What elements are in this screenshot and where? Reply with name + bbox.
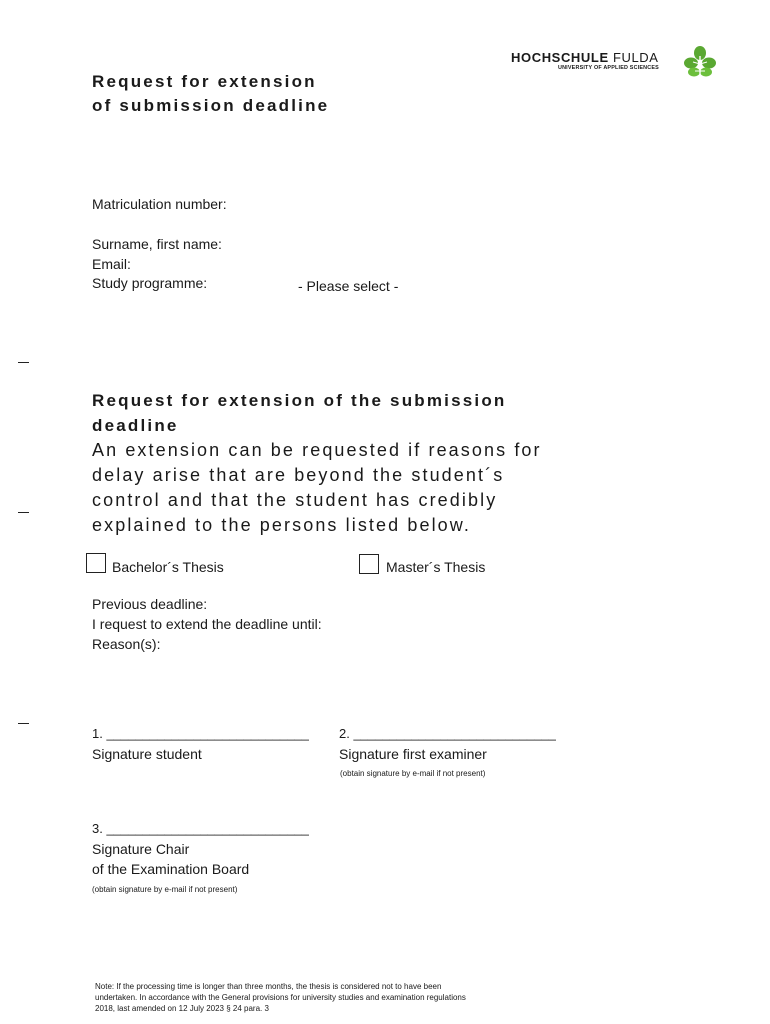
punch-mark	[18, 512, 29, 513]
footer-note-line3: 2018, last amended on 12 July 2023 § 24 para. 3	[95, 1004, 269, 1013]
request-text-line2: delay arise that are beyond the student´s	[92, 465, 505, 485]
email-label: Email:	[92, 256, 131, 272]
reasons-label: Reason(s):	[92, 636, 161, 652]
page-title-line2: of submission deadline	[92, 96, 330, 115]
request-text-line1: An extension can be requested if reasons for	[92, 440, 542, 460]
request-text-line4: explained to the persons listed below.	[92, 515, 471, 535]
signature-line-student: 1. ____________________________	[92, 726, 309, 741]
logo-name-bold: HOCHSCHULE	[511, 50, 609, 65]
signature-chair-label-line1: Signature Chair	[92, 841, 190, 857]
signature-chair-note: (obtain signature by e-mail if not present)	[92, 885, 238, 894]
programme-label: Study programme:	[92, 275, 208, 291]
logo-name	[511, 50, 659, 66]
signature-chair-label-line2: of the Examination Board	[92, 861, 250, 877]
fold-mark-top	[18, 362, 29, 363]
logo-subtitle: UNIVERSITY OF APPLIED SCIENCES	[558, 65, 659, 71]
bachelor-thesis-label: Bachelor´s Thesis	[112, 559, 224, 575]
matriculation-label: Matriculation number:	[92, 196, 227, 212]
name-label: Surname, first name:	[92, 236, 222, 252]
extend-deadline-label: I request to extend the deadline until:	[92, 616, 322, 632]
signature-line-chair: 3. ____________________________	[92, 821, 309, 836]
signature-chair-label	[92, 839, 249, 879]
request-text-line3: control and that the student has credibly	[92, 490, 498, 510]
signature-examiner-note: (obtain signature by e-mail if not present)	[340, 769, 486, 778]
request-section-title	[92, 388, 507, 438]
master-thesis-label: Master´s Thesis	[386, 559, 486, 575]
signature-examiner-label: Signature first examiner	[339, 746, 487, 762]
master-thesis-checkbox[interactable]	[359, 554, 379, 574]
signature-student-label: Signature student	[92, 746, 202, 762]
previous-deadline-label: Previous deadline:	[92, 596, 208, 612]
leaf-tree-icon	[682, 44, 718, 80]
fold-mark-bottom	[18, 723, 29, 724]
page-title	[92, 70, 329, 118]
page-title-line1: Request for extension	[92, 72, 317, 91]
university-logo	[496, 40, 736, 88]
signature-line-examiner: 2. ____________________________	[339, 726, 556, 741]
footer-note	[95, 981, 466, 1014]
logo-name-regular: FULDA	[612, 50, 659, 65]
footer-note-line2: undertaken. In accordance with the General provisions for university studies and examination regulations	[95, 993, 466, 1002]
bachelor-thesis-checkbox[interactable]	[86, 553, 106, 573]
request-title-line1: Request for extension of the submission	[92, 391, 507, 410]
footer-note-line1: Note: If the processing time is longer than three months, the thesis is considered not to have been	[95, 982, 442, 991]
request-description	[92, 438, 542, 538]
request-title-line2: deadline	[92, 416, 179, 435]
study-programme-select[interactable]: - Please select -	[298, 278, 399, 294]
